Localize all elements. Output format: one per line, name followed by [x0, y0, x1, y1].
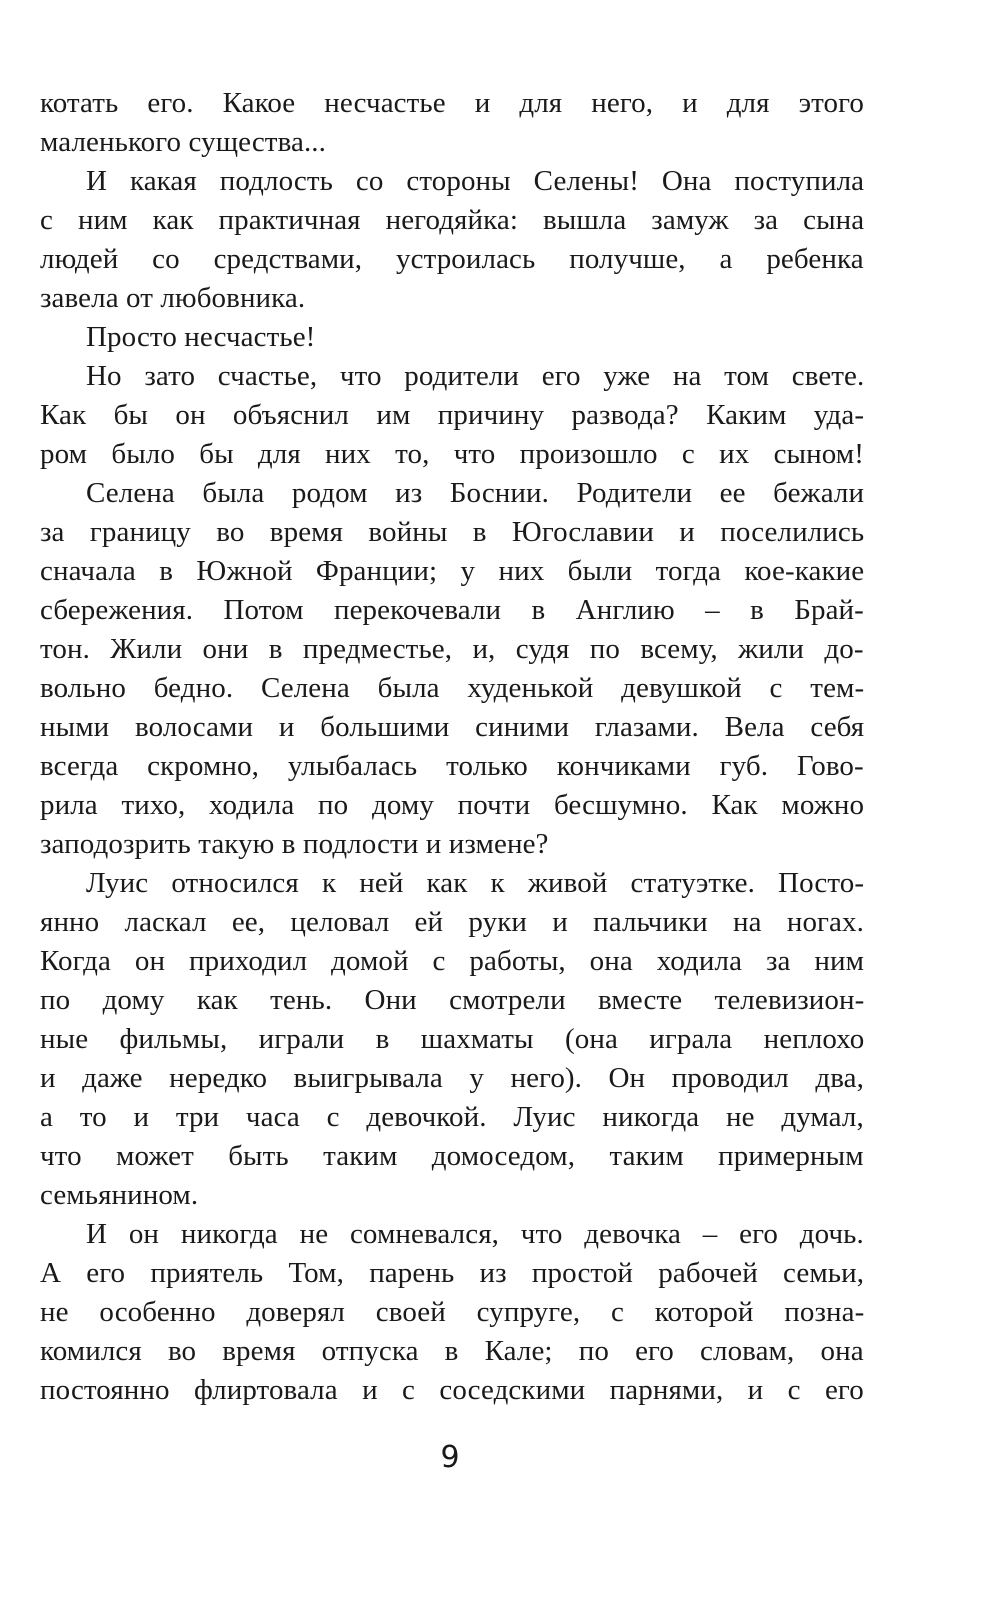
text-line: ром было бы для них то, что произошло с их сыном!	[40, 438, 865, 470]
text-line: И он никогда не сомневался, что девочка – его дочь.	[86, 1218, 864, 1250]
text-line: тон. Жили они в предместье, и, судя по всему, жили до-	[40, 633, 864, 665]
text-line: ные фильмы, играли в шахматы (она играла неплохо	[40, 1023, 865, 1055]
page-body-text	[40, 84, 864, 1410]
text-line: И какая подлость со стороны Селены! Она поступила	[86, 165, 865, 197]
text-line: заподозрить такую в подлости и измене?	[40, 828, 549, 860]
text-line: ными волосами и большими синими глазами. Вела себя	[40, 711, 865, 743]
text-line: не особенно доверял своей супруге, с которой позна-	[40, 1296, 865, 1328]
text-line: Как бы он объяснил им причину развода? Каким уда-	[40, 399, 865, 431]
text-line: янно ласкал ее, целовал ей руки и пальчики на ногах.	[40, 906, 864, 938]
text-line: Луис относился к ней как к живой статуэтке. Посто-	[86, 867, 865, 899]
page-number: 9	[440, 1440, 460, 1475]
text-line: семьянином.	[40, 1179, 199, 1211]
text-line: сбережения. Потом перекочевали в Англию – в Брай-	[40, 594, 864, 626]
text-line: Просто несчастье!	[86, 321, 316, 353]
text-line: рила тихо, ходила по дому почти бесшумно. Как можно	[40, 789, 865, 821]
text-line: Селена была родом из Боснии. Родители ее бежали	[86, 477, 865, 509]
text-line: за границу во время войны в Югославии и поселились	[40, 516, 865, 548]
text-line: Когда он приходил домой с работы, она ходила за ним	[40, 945, 865, 977]
text-line: Но зато счастье, что родители его уже на том свете.	[86, 360, 865, 392]
text-line: с ним как практичная негодяйка: вышла замуж за сына	[40, 204, 865, 236]
text-line: завела от любовника.	[40, 282, 306, 314]
text-line: комился во время отпуска в Кале; по его словам, она	[40, 1335, 864, 1367]
text-line: а то и три часа с девочкой. Луис никогда не думал,	[40, 1101, 864, 1133]
text-line: постоянно флиртовала и с соседскими парнями, и с его	[40, 1374, 864, 1406]
text-line: сначала в Южной Франции; у них были тогда кое-какие	[40, 555, 865, 587]
text-line: котать его. Какое несчастье и для него, и для этого	[40, 87, 864, 119]
text-line: всегда скромно, улыбалась только кончиками губ. Гово-	[40, 750, 864, 782]
text-line: маленького существа...	[40, 126, 326, 158]
text-line: А его приятель Том, парень из простой рабочей семьи,	[40, 1257, 865, 1289]
text-line: по дому как тень. Они смотрели вместе телевизион-	[40, 984, 865, 1016]
text-line: вольно бедно. Селена была худенькой девушкой с тем-	[40, 672, 865, 704]
text-line: людей со средствами, устроилась получше, а ребенка	[40, 243, 864, 275]
text-line: и даже нередко выигрывала у него). Он проводил два,	[40, 1062, 864, 1094]
text-line: что может быть таким домоседом, таким примерным	[40, 1140, 864, 1172]
